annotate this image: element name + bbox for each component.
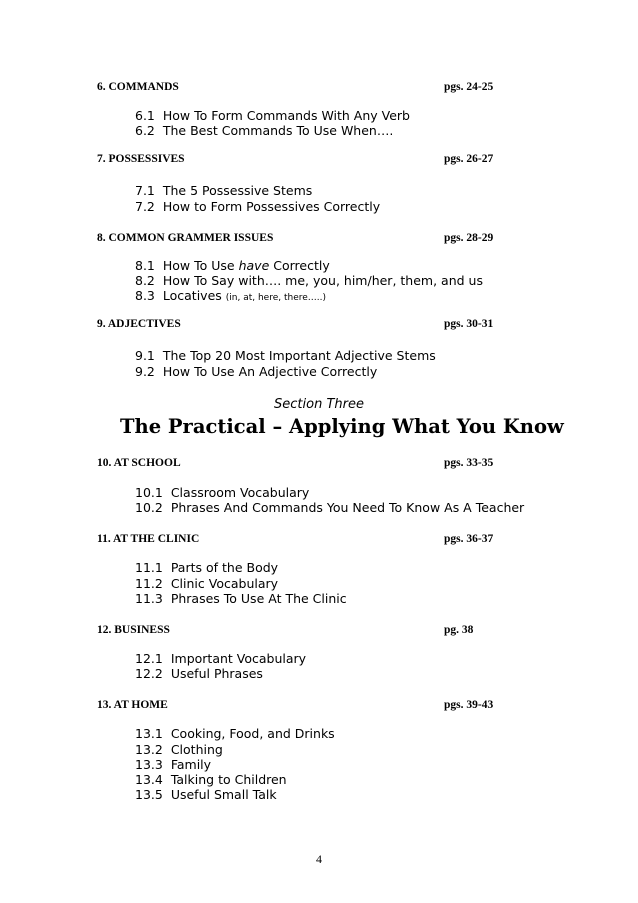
entry-number: 8.2 bbox=[135, 273, 155, 288]
chapter-pages: pgs. 24-25 bbox=[444, 81, 494, 93]
entry-number: 13.3 bbox=[135, 757, 163, 772]
chapter-pages: pgs. 28-29 bbox=[444, 232, 494, 244]
entry-text: The Top 20 Most Important Adjective Stems bbox=[162, 348, 436, 363]
entry-text: The 5 Possessive Stems bbox=[162, 183, 313, 198]
chapter-pages: pgs. 30-31 bbox=[444, 318, 494, 330]
toc-entry bbox=[135, 651, 306, 666]
entry-text: Useful Small Talk bbox=[170, 787, 277, 802]
entry-number: 9.2 bbox=[135, 364, 155, 379]
entry-text: Clothing bbox=[170, 742, 223, 757]
chapter-heading-school bbox=[97, 455, 537, 471]
chapter-pages: pgs. 33-35 bbox=[444, 457, 494, 469]
toc-entry bbox=[135, 757, 211, 772]
section-title: The Practical – Applying What You Know bbox=[120, 415, 564, 438]
chapter-heading-clinic bbox=[97, 531, 537, 547]
entry-text: How To Use bbox=[162, 258, 235, 273]
entry-text: The Best Commands To Use When…. bbox=[162, 123, 394, 138]
toc-entry bbox=[135, 772, 287, 787]
entry-text: Family bbox=[170, 757, 212, 772]
entry-text: Talking to Children bbox=[170, 772, 287, 787]
entry-number: 7.2 bbox=[135, 199, 155, 214]
page-number: 4 bbox=[316, 852, 322, 866]
entry-text: Locatives bbox=[162, 288, 222, 303]
chapter-title: 13. AT HOME bbox=[97, 699, 168, 711]
chapter-heading-home bbox=[97, 697, 537, 713]
chapter-heading-business bbox=[97, 622, 537, 638]
entry-text: Useful Phrases bbox=[170, 666, 263, 681]
chapter-title: 6. COMMANDS bbox=[97, 81, 179, 93]
entry-number: 11.1 bbox=[135, 560, 163, 575]
entry-number: 6.2 bbox=[135, 123, 155, 138]
entry-text: Clinic Vocabulary bbox=[170, 576, 279, 591]
entry-number: 10.1 bbox=[135, 485, 163, 500]
toc-entry bbox=[135, 123, 393, 138]
entry-text: Phrases And Commands You Need To Know As A Teacher bbox=[170, 500, 525, 515]
entry-emphasis: have bbox=[238, 258, 270, 273]
toc-entry bbox=[135, 742, 223, 757]
entry-text: How To Form Commands With Any Verb bbox=[162, 108, 410, 123]
chapter-heading-grammar bbox=[97, 230, 537, 246]
entry-text: How to Form Possessives Correctly bbox=[162, 199, 381, 214]
entry-text: How To Use An Adjective Correctly bbox=[162, 364, 378, 379]
entry-number: 13.5 bbox=[135, 787, 163, 802]
entry-text: Classroom Vocabulary bbox=[170, 485, 310, 500]
entry-text: How To Say with…. me, you, him/her, them, and us bbox=[162, 273, 483, 288]
toc-entry bbox=[135, 108, 410, 123]
entry-number: 13.4 bbox=[135, 772, 163, 787]
chapter-pages: pg. 38 bbox=[444, 624, 474, 636]
entry-number: 8.1 bbox=[135, 258, 155, 273]
chapter-title: 12. BUSINESS bbox=[97, 624, 170, 636]
chapter-heading-possessives bbox=[97, 151, 537, 167]
toc-entry bbox=[135, 560, 278, 575]
chapter-heading-adjectives bbox=[97, 316, 537, 332]
toc-entry bbox=[135, 258, 330, 273]
entry-number: 8.3 bbox=[135, 288, 155, 303]
entry-note: (in, at, here, there…..) bbox=[225, 293, 327, 303]
toc-entry bbox=[135, 348, 436, 363]
entry-number: 12.2 bbox=[135, 666, 163, 681]
entry-text: Cooking, Food, and Drinks bbox=[170, 726, 335, 741]
toc-entry bbox=[135, 666, 263, 681]
toc-entry bbox=[135, 787, 277, 802]
entry-number: 13.1 bbox=[135, 726, 163, 741]
toc-entry bbox=[135, 183, 312, 198]
entry-number: 12.1 bbox=[135, 651, 163, 666]
entry-number: 6.1 bbox=[135, 108, 155, 123]
entry-number: 9.1 bbox=[135, 348, 155, 363]
toc-entry bbox=[135, 591, 347, 606]
toc-entry bbox=[135, 576, 278, 591]
toc-entry bbox=[135, 273, 483, 288]
chapter-title: 8. COMMON GRAMMER ISSUES bbox=[97, 232, 274, 244]
chapter-heading-commands bbox=[97, 79, 537, 95]
toc-entry bbox=[135, 726, 335, 741]
chapter-title: 7. POSSESSIVES bbox=[97, 153, 185, 165]
entry-text: Correctly bbox=[273, 258, 330, 273]
toc-entry bbox=[135, 500, 524, 515]
chapter-title: 11. AT THE CLINIC bbox=[97, 533, 200, 545]
toc-entry bbox=[135, 485, 309, 500]
chapter-pages: pgs. 39-43 bbox=[444, 699, 494, 711]
entry-number: 11.3 bbox=[135, 591, 163, 606]
entry-text: Phrases To Use At The Clinic bbox=[170, 591, 347, 606]
chapter-pages: pgs. 26-27 bbox=[444, 153, 494, 165]
section-label: Section Three bbox=[274, 397, 364, 412]
chapter-pages: pgs. 36-37 bbox=[444, 533, 494, 545]
entry-number: 10.2 bbox=[135, 500, 163, 515]
entry-number: 13.2 bbox=[135, 742, 163, 757]
toc-entry bbox=[135, 288, 326, 306]
entry-number: 11.2 bbox=[135, 576, 163, 591]
entry-number: 7.1 bbox=[135, 183, 155, 198]
toc-entry bbox=[135, 199, 380, 214]
entry-text: Parts of the Body bbox=[170, 560, 279, 575]
chapter-title: 9. ADJECTIVES bbox=[97, 318, 181, 330]
toc-entry bbox=[135, 364, 377, 379]
entry-text: Important Vocabulary bbox=[170, 651, 307, 666]
chapter-title: 10. AT SCHOOL bbox=[97, 457, 181, 469]
